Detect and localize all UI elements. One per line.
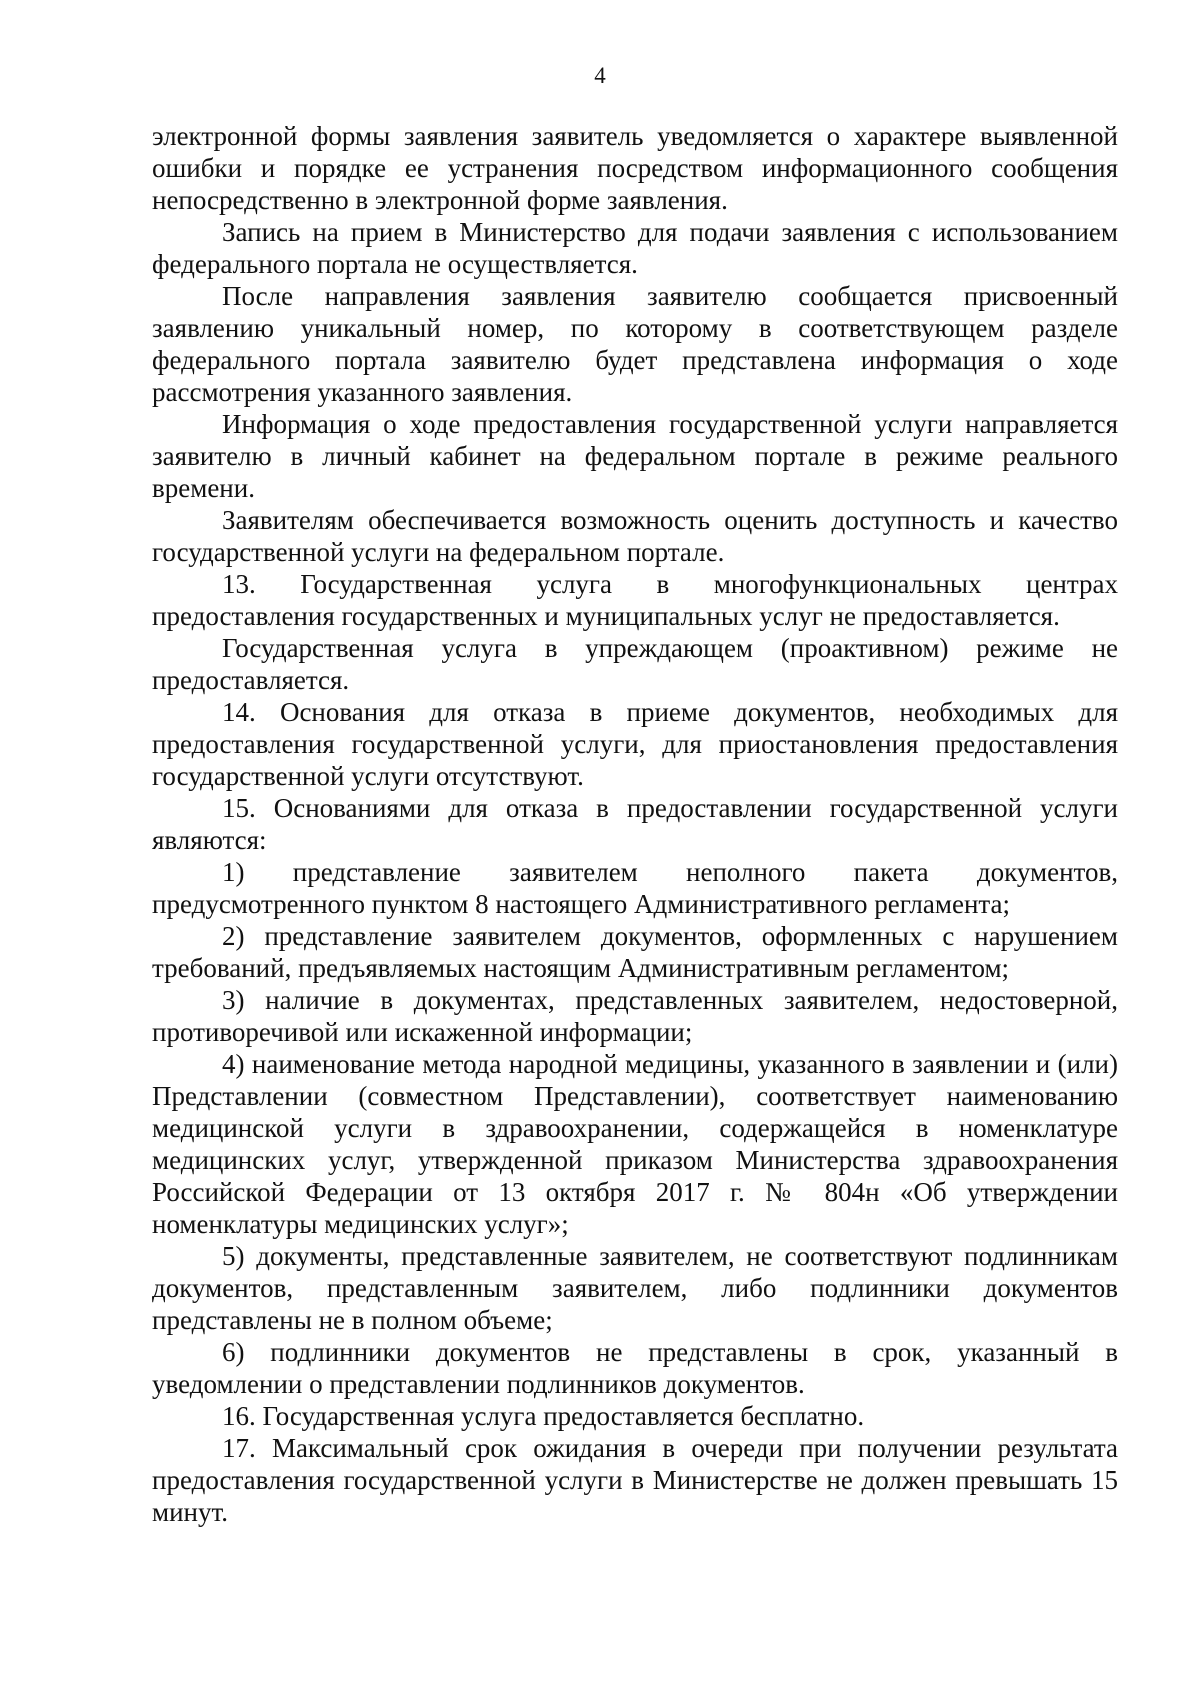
page-number: 4 [594, 63, 606, 88]
paragraph-item-17: 17. Максимальный срок ожидания в очереди при получении результата предоставления государственной услуги в Министерстве не должен превышать 15 минут. [152, 1433, 1118, 1527]
paragraph-item-15: 15. Основаниями для отказа в предоставлении государственной услуги являются: [152, 793, 1118, 855]
paragraph-status-info: Информация о ходе предоставления государственной услуги направляется заявителю в личный кабинет на федеральном портале в режиме реального времени. [152, 409, 1118, 503]
paragraph-item-14: 14. Основания для отказа в приеме документов, необходимых для предоставления государственной услуги, для приостановления предоставления государственной услуги отсутствуют. [152, 697, 1118, 791]
paragraph-item-16: 16. Государственная услуга предоставляется бесплатно. [222, 1401, 865, 1431]
list-item-3: 3) наличие в документах, представленных заявителем, недостоверной, противоречивой или искаженной информации; [152, 985, 1118, 1047]
paragraph-quality-rating: Заявителям обеспечивается возможность оценить доступность и качество государственной услуги на федеральном портале. [152, 505, 1118, 567]
paragraph-proactive-mode: Государственная услуга в упреждающем (проактивном) режиме не предоставляется. [152, 633, 1118, 695]
list-item-1: 1) представление заявителем неполного пакета документов, предусмотренного пунктом 8 настоящего Административного регламента; [152, 857, 1118, 919]
list-item-4: 4) наименование метода народной медицины, указанного в заявлении и (или) Представлении (совместном Представлении), соответствует наименованию медицинской услуги в здравоохранении, содержащейся в номенклатуре медицинских услуг, утвержденной приказом Министерства здравоохранения Российской Федерации от 13 октября 2017 г. № 804н «Об утверждении номенклатуры медицинских услуг»; [152, 1049, 1118, 1239]
paragraph-continuation: электронной формы заявления заявитель уведомляется о характере выявленной ошибки и порядке ее устранения посредством информационного сообщения непосредственно в электронной форме заявления. [152, 121, 1118, 215]
list-item-2: 2) представление заявителем документов, оформленных с нарушением требований, предъявляемых настоящим Административным регламентом; [152, 921, 1118, 983]
paragraph-appointment-booking: Запись на прием в Министерство для подачи заявления с использованием федерального портала не осуществляется. [152, 217, 1118, 279]
paragraph-unique-number: После направления заявления заявителю сообщается присвоенный заявлению уникальный номер, по которому в соответствующем разделе федерального портала заявителю будет представлена информация о ходе рассмотрения указанного заявления. [152, 281, 1118, 407]
paragraph-item-13: 13. Государственная услуга в многофункциональных центрах предоставления государственных и муниципальных услуг не предоставляется. [152, 569, 1118, 631]
list-item-5: 5) документы, представленные заявителем, не соответствуют подлинникам документов, представленным заявителем, либо подлинники документов представлены не в полном объеме; [152, 1241, 1118, 1335]
document-body [152, 120, 1118, 1528]
list-item-6: 6) подлинники документов не представлены в срок, указанный в уведомлении о представлении подлинников документов. [152, 1337, 1118, 1399]
